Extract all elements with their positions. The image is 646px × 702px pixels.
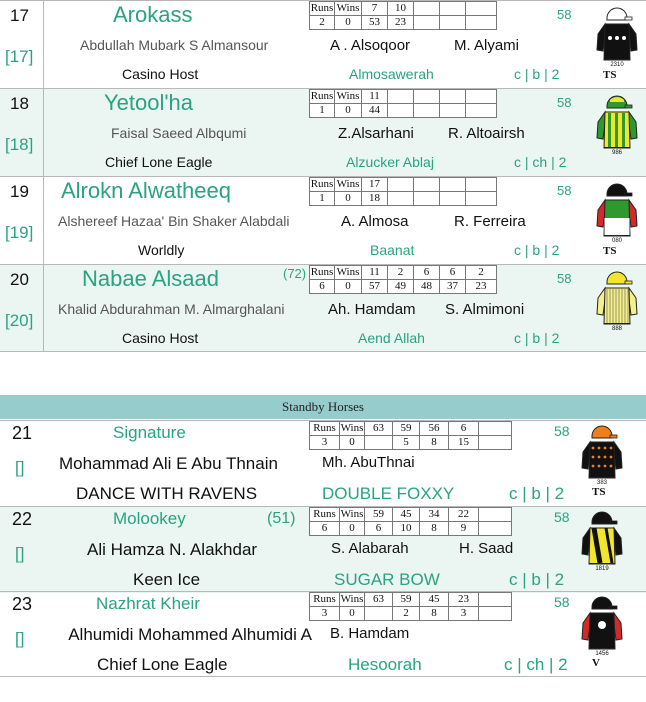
stats-cell bbox=[466, 90, 497, 104]
stats-cell: Wins bbox=[340, 508, 364, 520]
stats-table bbox=[309, 421, 512, 450]
jockey-name: Mh. AbuThnai bbox=[322, 454, 415, 471]
stats-cell bbox=[365, 436, 393, 450]
divider bbox=[43, 264, 44, 352]
stats-cell: 44 bbox=[362, 104, 388, 118]
stats-cell: 45 bbox=[393, 508, 420, 522]
draw-bracket: [20] bbox=[5, 311, 34, 330]
stats-cell bbox=[440, 104, 466, 118]
stats-values-row bbox=[310, 522, 512, 536]
stats-cell: 6 bbox=[365, 522, 393, 536]
stats-cell: 6 bbox=[414, 266, 440, 280]
stats-cell bbox=[466, 16, 497, 30]
stats-cell: 0 bbox=[335, 192, 362, 206]
stats-cell: 3 bbox=[310, 436, 340, 450]
stats-cell: 2 bbox=[466, 266, 497, 280]
owner-name: Alhumidi Mohammed Alhumidi A bbox=[68, 625, 312, 644]
sire-name: Chief Lone Eagle bbox=[105, 154, 213, 170]
draw-bracket: [] bbox=[15, 458, 25, 477]
stats-cell: 0 bbox=[335, 16, 362, 30]
jockey-silk-icon bbox=[580, 593, 624, 657]
stats-cell: 5 bbox=[393, 436, 420, 450]
stats-cell: 11 bbox=[362, 266, 388, 280]
stats-cell bbox=[388, 104, 414, 118]
sire-name: Keen Ice bbox=[133, 570, 201, 589]
stats-header-row bbox=[310, 2, 497, 16]
horse-name: Molookey bbox=[113, 509, 186, 528]
stats-cell bbox=[479, 508, 512, 522]
list-end-border bbox=[0, 351, 646, 352]
stats-cell: 53 bbox=[362, 16, 388, 30]
stats-cell: 48 bbox=[414, 280, 440, 294]
dam-name: Hesoorah bbox=[348, 655, 422, 674]
gear-code: c | b | 2 bbox=[514, 66, 560, 82]
stats-cell: 6 bbox=[310, 280, 335, 294]
stats-cell bbox=[388, 90, 414, 104]
owner-name: Ali Hamza N. Alakhdar bbox=[87, 540, 258, 559]
stats-table bbox=[309, 1, 497, 30]
horse-rating: (51) bbox=[267, 510, 296, 527]
stats-cell: 17 bbox=[362, 178, 388, 192]
jockey-silk-icon bbox=[595, 4, 639, 68]
weight: 58 bbox=[554, 423, 570, 439]
gear-code: c | b | 2 bbox=[509, 570, 565, 589]
jockey-name: A . Alsoqoor bbox=[330, 37, 411, 54]
runner-number: 17 bbox=[10, 6, 29, 25]
stats-cell bbox=[414, 16, 440, 30]
horse-name: Arokass bbox=[113, 2, 193, 27]
stats-cell: Wins bbox=[340, 593, 364, 605]
stats-cell: 3 bbox=[449, 607, 479, 621]
stats-cell bbox=[479, 522, 512, 536]
status-mark: TS bbox=[603, 69, 617, 81]
gear-code: c | b | 2 bbox=[509, 484, 565, 503]
dam-name: Alzucker Ablaj bbox=[346, 154, 434, 170]
jockey-name: Ah. Hamdam bbox=[328, 301, 416, 318]
stats-cell: 0 bbox=[340, 607, 365, 621]
stats-cell: Runs bbox=[310, 90, 334, 102]
weight: 58 bbox=[557, 271, 572, 286]
sire-name: Casino Host bbox=[122, 330, 199, 346]
jockey-name: B. Hamdam bbox=[330, 625, 410, 642]
gear-code: c | ch | 2 bbox=[514, 154, 567, 170]
runner-number: 22 bbox=[12, 509, 33, 529]
stats-values-row bbox=[310, 104, 497, 118]
silk-number: 1456 bbox=[595, 651, 609, 657]
list-end-border bbox=[0, 676, 646, 677]
stats-cell bbox=[466, 178, 497, 192]
stats-cell bbox=[414, 2, 440, 16]
owner-name: Abdullah Mubark S Almansour bbox=[80, 37, 269, 53]
horse-name: Signature bbox=[113, 423, 186, 442]
gear-code: c | ch | 2 bbox=[504, 655, 568, 674]
stats-cell: 23 bbox=[449, 593, 479, 607]
stats-table bbox=[309, 89, 497, 118]
stats-cell: 49 bbox=[388, 280, 414, 294]
standby-header: Standby Horses bbox=[0, 395, 646, 419]
sire-name: Casino Host bbox=[122, 66, 199, 82]
stats-cell bbox=[414, 192, 440, 206]
trainer-name: S. Almimoni bbox=[445, 301, 525, 318]
stats-cell bbox=[388, 192, 414, 206]
divider bbox=[43, 88, 44, 176]
stats-header-row bbox=[310, 266, 497, 280]
runner-number: 20 bbox=[10, 270, 29, 289]
stats-cell: Runs bbox=[310, 508, 340, 522]
dam-name: Almosawerah bbox=[349, 66, 434, 82]
stats-values-row bbox=[310, 16, 497, 30]
horse-name: Alrokn Alwatheeq bbox=[61, 178, 231, 203]
draw-bracket: [17] bbox=[5, 47, 34, 66]
draw-bracket: [19] bbox=[5, 223, 34, 242]
stats-cell: 7 bbox=[362, 2, 388, 16]
stats-cell: Wins bbox=[340, 422, 364, 434]
owner-name: Mohammad Ali E Abu Thnain bbox=[59, 454, 278, 473]
stats-table bbox=[309, 507, 512, 536]
dam-name: Aend Allah bbox=[358, 330, 425, 346]
stats-cell: Wins bbox=[335, 2, 362, 16]
trainer-name: R. Ferreira bbox=[454, 213, 526, 230]
stats-cell: 59 bbox=[365, 508, 393, 522]
stats-cell: 6 bbox=[449, 422, 479, 436]
stats-cell: 0 bbox=[340, 436, 365, 450]
sire-name: Chief Lone Eagle bbox=[97, 655, 228, 674]
gear-code: c | b | 2 bbox=[514, 330, 560, 346]
stats-cell bbox=[479, 607, 512, 621]
stats-cell: Runs bbox=[310, 266, 334, 278]
trainer-name: H. Saad bbox=[459, 540, 514, 557]
jockey-silk-icon bbox=[595, 92, 639, 156]
stats-cell bbox=[479, 593, 512, 607]
stats-cell: 3 bbox=[310, 607, 340, 621]
stats-cell: 0 bbox=[335, 104, 362, 118]
runner-number: 23 bbox=[12, 594, 33, 614]
stats-values-row bbox=[310, 280, 497, 294]
dam-name: SUGAR BOW bbox=[334, 570, 440, 589]
jockey-name: S. Alabarah bbox=[331, 540, 409, 557]
status-mark: TS bbox=[592, 486, 606, 498]
stats-cell: 15 bbox=[449, 436, 479, 450]
stats-cell bbox=[440, 178, 466, 192]
jockey-name: Z.Alsarhani bbox=[338, 125, 414, 142]
stats-header-row bbox=[310, 178, 497, 192]
sire-name: DANCE WITH RAVENS bbox=[76, 484, 258, 503]
runner-number: 19 bbox=[10, 182, 29, 201]
stats-cell: Runs bbox=[310, 2, 334, 14]
weight: 58 bbox=[557, 183, 572, 198]
stats-cell: Runs bbox=[310, 422, 340, 436]
stats-cell bbox=[440, 90, 466, 104]
stats-cell bbox=[479, 436, 512, 450]
stats-cell bbox=[440, 2, 466, 16]
horse-name: Nabae Alsaad bbox=[82, 266, 219, 291]
stats-cell bbox=[466, 2, 497, 16]
stats-cell: 9 bbox=[449, 522, 479, 536]
dam-name: DOUBLE FOXXY bbox=[322, 484, 455, 503]
stats-cell bbox=[466, 104, 497, 118]
stats-cell bbox=[479, 422, 512, 436]
stats-values-row bbox=[310, 436, 512, 450]
stats-cell: 1 bbox=[310, 104, 335, 118]
jockey-silk-icon bbox=[580, 508, 624, 572]
stats-cell: Runs bbox=[310, 178, 334, 190]
stats-cell: 34 bbox=[420, 508, 449, 522]
silk-number: 080 bbox=[611, 238, 623, 244]
stats-values-row bbox=[310, 192, 497, 206]
stats-cell: Wins bbox=[335, 266, 362, 280]
stats-cell: 2 bbox=[310, 16, 335, 30]
weight: 58 bbox=[554, 509, 570, 525]
stats-cell: 23 bbox=[466, 280, 497, 294]
stats-cell: 37 bbox=[440, 280, 466, 294]
weight: 58 bbox=[554, 594, 570, 610]
owner-name: Alshereef Hazaa' Bin Shaker Alabdali bbox=[58, 213, 290, 229]
stats-cell bbox=[414, 90, 440, 104]
stats-cell: 8 bbox=[420, 522, 449, 536]
weight: 58 bbox=[557, 7, 572, 22]
jockey-silk-icon bbox=[595, 180, 639, 244]
trainer-name: M. Alyami bbox=[454, 37, 520, 54]
draw-bracket: [] bbox=[15, 544, 25, 563]
stats-cell: Wins bbox=[335, 90, 362, 104]
draw-bracket: [18] bbox=[5, 135, 34, 154]
stats-header-row bbox=[310, 422, 512, 436]
stats-cell: 59 bbox=[393, 593, 420, 607]
stats-cell: 8 bbox=[420, 607, 449, 621]
stats-table bbox=[309, 265, 497, 294]
stats-cell: 2 bbox=[388, 266, 414, 280]
stats-cell bbox=[440, 192, 466, 206]
stats-cell: 10 bbox=[393, 522, 420, 536]
stats-cell: 6 bbox=[440, 266, 466, 280]
owner-name: Faisal Saeed Albqumi bbox=[111, 125, 247, 141]
runner-number: 21 bbox=[12, 423, 33, 443]
divider bbox=[43, 176, 44, 264]
stats-cell: 6 bbox=[310, 522, 340, 536]
jockey-silk-icon bbox=[595, 268, 639, 332]
stats-header-row bbox=[310, 90, 497, 104]
stats-cell: 59 bbox=[393, 422, 420, 436]
draw-bracket: [] bbox=[15, 629, 25, 648]
stats-cell bbox=[365, 607, 393, 621]
stats-cell: 10 bbox=[388, 2, 414, 16]
silk-number: 2310 bbox=[610, 62, 624, 68]
stats-cell: 57 bbox=[362, 280, 388, 294]
weight: 58 bbox=[557, 95, 572, 110]
horse-name: Nazhrat Kheir bbox=[96, 594, 200, 613]
stats-cell: 18 bbox=[362, 192, 388, 206]
stats-cell: 2 bbox=[393, 607, 420, 621]
status-mark: TS bbox=[603, 245, 617, 257]
silk-number: 986 bbox=[611, 150, 623, 156]
stats-header-row bbox=[310, 508, 512, 522]
stats-table bbox=[309, 177, 497, 206]
status-mark: V bbox=[592, 657, 600, 669]
runner-number: 18 bbox=[10, 94, 29, 113]
gear-code: c | b | 2 bbox=[514, 242, 560, 258]
silk-number: 1819 bbox=[595, 566, 609, 572]
stats-table bbox=[309, 592, 512, 621]
stats-values-row bbox=[310, 607, 512, 621]
jockey-silk-icon bbox=[580, 422, 624, 486]
sire-name: Worldly bbox=[138, 242, 185, 258]
stats-cell: 63 bbox=[365, 422, 393, 436]
owner-name: Khalid Abdurahman M. Almarghalani bbox=[58, 301, 285, 317]
stats-cell: 23 bbox=[388, 16, 414, 30]
divider bbox=[43, 0, 44, 88]
stats-cell bbox=[466, 192, 497, 206]
stats-cell: 56 bbox=[420, 422, 449, 436]
stats-cell: Runs bbox=[310, 593, 340, 607]
stats-cell: 11 bbox=[362, 90, 388, 104]
silk-number: 888 bbox=[611, 326, 623, 332]
stats-cell: 0 bbox=[340, 522, 365, 536]
stats-cell bbox=[414, 104, 440, 118]
stats-header-row bbox=[310, 593, 512, 607]
horse-name: Yetool'ha bbox=[104, 90, 194, 115]
stats-cell bbox=[414, 178, 440, 192]
silk-number: 383 bbox=[596, 480, 608, 486]
dam-name: Baanat bbox=[370, 242, 415, 258]
stats-cell: 63 bbox=[365, 593, 393, 607]
stats-cell bbox=[388, 178, 414, 192]
stats-cell: 8 bbox=[420, 436, 449, 450]
trainer-name: R. Altoairsh bbox=[448, 125, 525, 142]
stats-cell bbox=[440, 16, 466, 30]
stats-cell: 1 bbox=[310, 192, 335, 206]
stats-cell: Wins bbox=[335, 178, 362, 192]
horse-rating: (72) bbox=[283, 266, 307, 281]
stats-cell: 0 bbox=[335, 280, 362, 294]
stats-cell: 45 bbox=[420, 593, 449, 607]
stats-cell: 22 bbox=[449, 508, 479, 522]
jockey-name: A. Almosa bbox=[341, 213, 409, 230]
